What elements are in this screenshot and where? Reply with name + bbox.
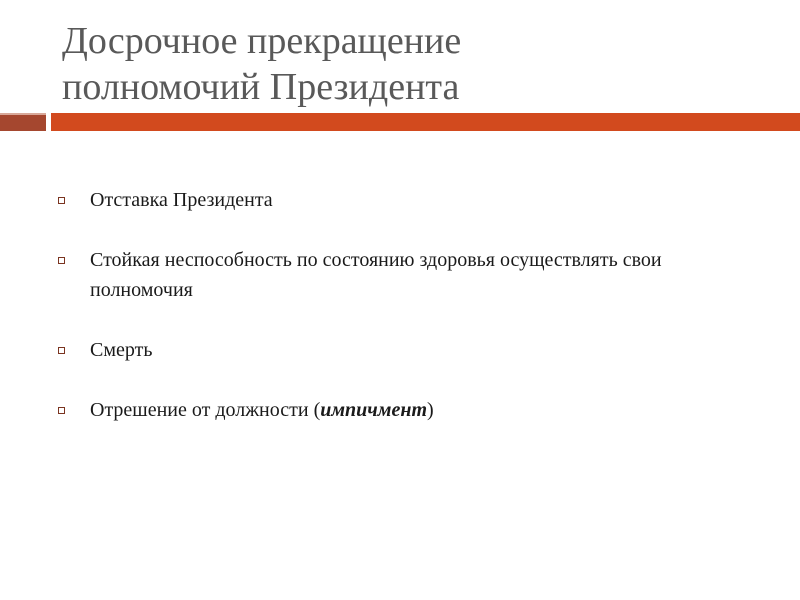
bullet-text-emphasis: импичмент — [320, 399, 428, 421]
bullet-text: Стойкая неспособность по состоянию здоровья осуществлять свои полномочия — [90, 249, 662, 301]
bullet-text: Смерть — [90, 339, 153, 361]
hollow-square-icon — [58, 347, 65, 354]
bullet-item-death — [58, 335, 738, 365]
bullet-list — [58, 185, 738, 455]
accent-bar-right — [51, 113, 800, 131]
hollow-square-icon — [58, 257, 65, 264]
slide-title-line-2: полномочий Президента — [62, 66, 460, 108]
bullet-item-health-incapacity — [58, 245, 738, 305]
bullet-item-impeachment — [58, 395, 738, 425]
hollow-square-icon — [58, 197, 65, 204]
accent-bar-left — [0, 113, 46, 131]
bullet-text-before: Отрешение от должности ( — [90, 399, 321, 421]
bullet-text-after: ) — [427, 399, 434, 421]
slide-title — [62, 18, 762, 110]
slide-title-line-1: Досрочное прекращение — [62, 20, 462, 62]
bullet-item-resignation — [58, 185, 738, 215]
bullet-text: Отставка Президента — [90, 189, 273, 211]
hollow-square-icon — [58, 407, 65, 414]
